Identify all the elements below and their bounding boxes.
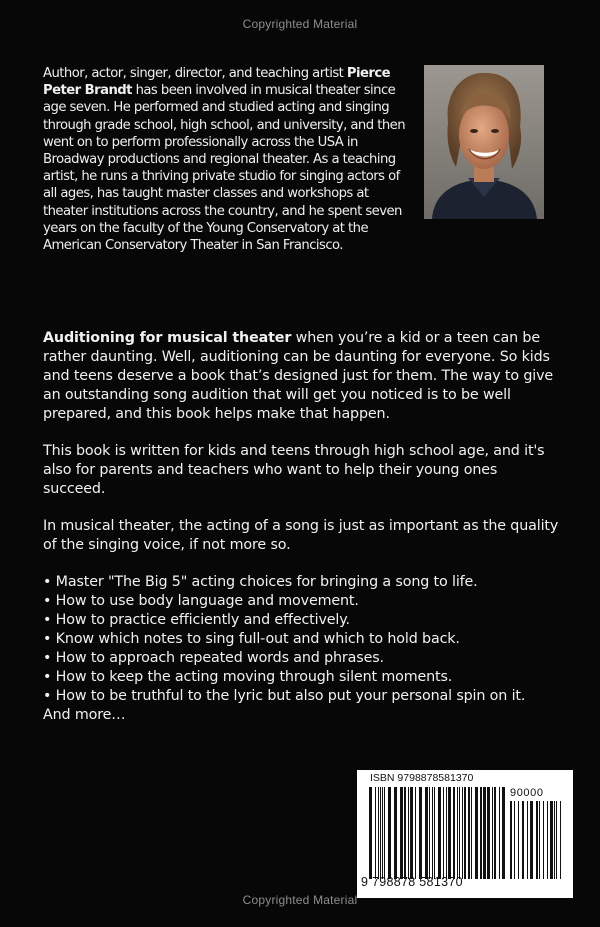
- barcode-bar: [443, 787, 444, 879]
- barcode-bar: [434, 787, 435, 879]
- feature-list-item: • Master "The Big 5" acting choices for bringing a song to life.: [43, 574, 478, 590]
- barcode-bar: [429, 787, 430, 879]
- barcode-bar: [382, 787, 383, 879]
- barcode-bar: [446, 787, 447, 879]
- barcode-bar: [438, 787, 441, 879]
- copyright-watermark-bottom: Copyrighted Material: [242, 893, 358, 907]
- barcode-bar: [518, 801, 519, 879]
- barcode-bar: [468, 787, 470, 879]
- barcode-bar: [464, 787, 466, 879]
- barcode-bar: [499, 787, 500, 879]
- description-paragraph-1: [43, 329, 563, 424]
- barcode-bar: [448, 787, 451, 879]
- barcode-bar: [522, 801, 524, 879]
- author-bio: [43, 65, 413, 254]
- barcode-bar: [375, 787, 376, 879]
- barcode-bar: [487, 787, 490, 879]
- barcode-bar: [527, 801, 528, 879]
- barcode-bar: [543, 801, 544, 879]
- feature-list-item: • How to approach repeated words and phrases.: [43, 650, 384, 666]
- barcode-bar: [539, 801, 540, 879]
- feature-list-item: • How to be truthful to the lyric but also put your personal spin on it.: [43, 688, 526, 704]
- barcode-bar: [408, 787, 409, 879]
- description-tail: And more…: [43, 707, 126, 723]
- barcode-bar: [560, 801, 561, 879]
- barcode-bar: [556, 801, 557, 879]
- copyright-watermark-top: Copyrighted Material: [242, 17, 358, 31]
- isbn-label: ISBN 9798878581370: [370, 772, 474, 784]
- barcode-bar: [475, 787, 478, 879]
- feature-list-item: • How to use body language and movement.: [43, 593, 359, 609]
- barcode-bar: [388, 787, 391, 879]
- barcode-bar: [415, 787, 416, 879]
- barcode-bar: [536, 801, 538, 879]
- feature-list: [43, 573, 563, 706]
- barcode-bar: [510, 801, 512, 879]
- barcode-bar: [400, 787, 403, 879]
- description-paragraph-1-text: when you’re a kid or a teen can be rather daunting. Well, auditioning can be daunting for everyone. So kids and teens deserve a book that’s designed just for them. The way to give an outstanding song audition that will get you noticed is to be well prepared, and this book helps make that happen.: [43, 330, 554, 422]
- barcode-bar: [514, 801, 515, 879]
- barcode-bar: [419, 787, 422, 879]
- barcode-bar: [483, 787, 486, 879]
- barcode-bar: [453, 787, 455, 879]
- barcode-bar: [462, 787, 463, 879]
- author-portrait-image: [424, 65, 544, 219]
- book-description: [43, 329, 563, 743]
- price-addon-barcode: [510, 801, 562, 879]
- barcode-bar: [457, 787, 458, 879]
- feature-list-item: • How to practice efficiently and effectively.: [43, 612, 350, 628]
- barcode-bar: [384, 787, 385, 879]
- author-name: Pierce Peter Brandt: [43, 66, 391, 99]
- barcode-bar: [394, 787, 397, 879]
- barcode-bar: [554, 801, 555, 879]
- barcode-bar: [459, 787, 460, 879]
- ean-barcode: [369, 787, 505, 879]
- description-highlight: Auditioning for musical theater: [43, 330, 292, 346]
- barcode-bar: [425, 787, 428, 879]
- description-paragraph-2: This book is written for kids and teens through high school age, and it's also for parents and teachers who want to help their young ones succeed.: [43, 443, 545, 497]
- barcode-bar: [547, 801, 548, 879]
- barcode-bar: [432, 787, 433, 879]
- description-paragraph-3: In musical theater, the acting of a song is just as important as the quality of the singing voice, if not more so.: [43, 518, 559, 553]
- barcode-bar: [378, 787, 379, 879]
- barcode-bar: [404, 787, 406, 879]
- barcode-bar: [471, 787, 472, 879]
- barcode-bar: [410, 787, 413, 879]
- barcode-bar: [550, 801, 553, 879]
- author-photo: [424, 65, 544, 219]
- feature-list-item: • Know which notes to sing full-out and which to hold back.: [43, 631, 460, 647]
- barcode-bar: [380, 787, 381, 879]
- barcode-bar: [369, 787, 372, 879]
- barcode-digits: 9 798878 581370: [361, 875, 463, 889]
- barcode-bar: [502, 787, 505, 879]
- isbn-barcode-box: [357, 770, 573, 898]
- bio-text: has been involved in musical theater since age seven. He performed and studied acting and singing through grade school, high school, and university, and then went on to perform professionally across the USA in Broadway productions and regional theater. As a teaching artist, he runs a thriving private studio for singing actors of all ages, has taught master classes and workshops at theater institutions across the country, and he spent seven years on the faculty of the Young Conservatory at the American Conservatory Theater in San Francisco.: [43, 83, 405, 254]
- feature-list-item: • How to keep the acting moving through silent moments.: [43, 669, 453, 685]
- bio-lead: Author, actor, singer, director, and teaching artist: [43, 66, 347, 81]
- price-code: 90000: [510, 787, 544, 799]
- barcode-bar: [492, 787, 493, 879]
- barcode-bar: [530, 801, 533, 879]
- barcode-bar: [480, 787, 482, 879]
- barcode-bar: [494, 787, 496, 879]
